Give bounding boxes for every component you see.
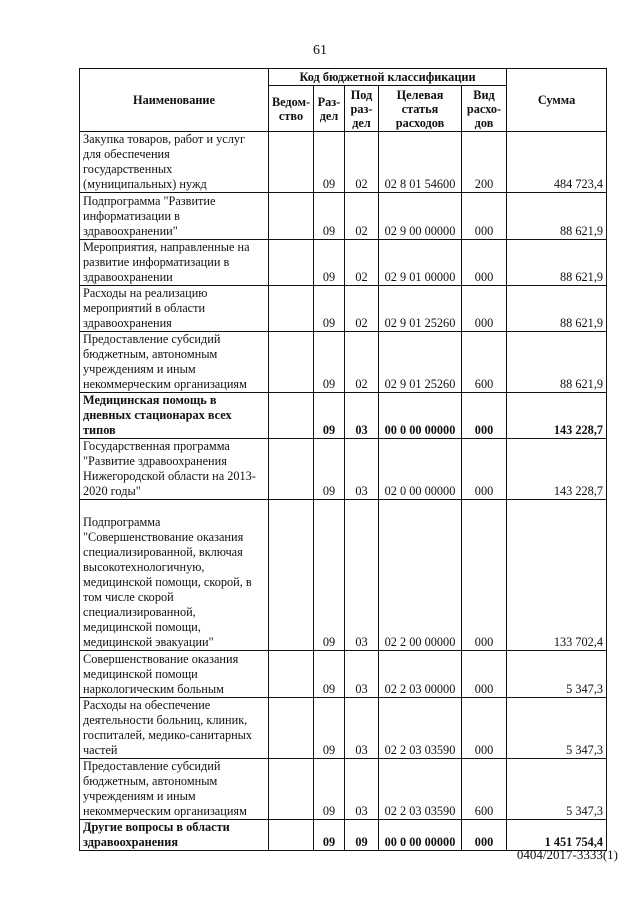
row-podrazdel: 03 <box>345 500 379 651</box>
row-razdel: 09 <box>314 193 345 240</box>
header-expense-type: Вид расхо- дов <box>462 86 507 132</box>
row-sum: 88 621,9 <box>507 193 607 240</box>
row-podrazdel: 03 <box>345 393 379 439</box>
table-header <box>80 69 607 132</box>
row-vedomstvo <box>269 820 314 851</box>
row-podrazdel: 02 <box>345 332 379 393</box>
row-name: Государственная программа "Развитие здравоохранения Нижегородской области на 2013- 2020 годы" <box>80 439 269 500</box>
row-target-article: 02 9 00 00000 <box>379 193 462 240</box>
row-name: Расходы на обеспечение деятельности больниц, клиник, госпиталей, медико-санитарных частей <box>80 698 269 759</box>
row-target-article: 02 2 00 00000 <box>379 500 462 651</box>
row-sum: 5 347,3 <box>507 651 607 698</box>
header-sum: Сумма <box>507 69 607 132</box>
row-sum: 5 347,3 <box>507 698 607 759</box>
row-name: Закупка товаров, работ и услуг для обеспечения государственных (муниципальных) нужд <box>80 132 269 193</box>
row-target-article: 02 2 03 00000 <box>379 651 462 698</box>
row-name: Медицинская помощь в дневных стационарах всех типов <box>80 393 269 439</box>
row-podrazdel: 03 <box>345 698 379 759</box>
row-razdel: 09 <box>314 698 345 759</box>
row-vedomstvo <box>269 286 314 332</box>
row-razdel: 09 <box>314 651 345 698</box>
page-number: 61 <box>313 43 327 58</box>
row-name: Другие вопросы в области здравоохранения <box>80 820 269 851</box>
row-vedomstvo <box>269 393 314 439</box>
row-name: Подпрограмма "Совершенствование оказания специализированной, включая высокотехнологичную, медицинской помощи, скорой, в том числе скорой специализированной, медицинской помощи, медицинской эвакуации" <box>80 500 269 651</box>
row-razdel: 09 <box>314 759 345 820</box>
row-target-article: 02 2 03 03590 <box>379 698 462 759</box>
document-code: 0404/2017-3333(1) <box>516 847 618 862</box>
header-podrazdel: Под раз- дел <box>345 86 379 132</box>
row-expense-type: 000 <box>462 193 507 240</box>
row-target-article: 02 0 00 00000 <box>379 439 462 500</box>
row-expense-type: 000 <box>462 698 507 759</box>
table-row <box>80 439 607 500</box>
row-name: Мероприятия, направленные на развитие информатизации в здравоохранении <box>80 240 269 286</box>
table-row <box>80 651 607 698</box>
row-expense-type: 600 <box>462 759 507 820</box>
header-classification-group: Код бюджетной классификации <box>269 69 507 86</box>
row-sum: 484 723,4 <box>507 132 607 193</box>
row-expense-type: 000 <box>462 393 507 439</box>
row-podrazdel: 02 <box>345 193 379 240</box>
row-podrazdel: 09 <box>345 820 379 851</box>
row-razdel: 09 <box>314 240 345 286</box>
row-expense-type: 000 <box>462 286 507 332</box>
header-name: Наименование <box>80 69 269 132</box>
row-podrazdel: 03 <box>345 439 379 500</box>
row-expense-type: 000 <box>462 500 507 651</box>
row-name: Совершенствование оказания медицинской помощи наркологическим больным <box>80 651 269 698</box>
row-razdel: 09 <box>314 500 345 651</box>
table-row <box>80 193 607 240</box>
table-row <box>80 500 607 651</box>
budget-table <box>79 68 607 851</box>
row-target-article: 02 9 01 00000 <box>379 240 462 286</box>
row-sum: 88 621,9 <box>507 240 607 286</box>
row-target-article: 00 0 00 00000 <box>379 820 462 851</box>
row-vedomstvo <box>269 132 314 193</box>
header-target-article: Целевая статья расходов <box>379 86 462 132</box>
row-name: Расходы на реализацию мероприятий в области здравоохранения <box>80 286 269 332</box>
row-sum: 143 228,7 <box>507 439 607 500</box>
row-sum: 133 702,4 <box>507 500 607 651</box>
table-body <box>80 132 607 851</box>
row-vedomstvo <box>269 698 314 759</box>
table-row <box>80 132 607 193</box>
row-podrazdel: 02 <box>345 240 379 286</box>
row-expense-type: 000 <box>462 439 507 500</box>
row-razdel: 09 <box>314 820 345 851</box>
row-expense-type: 600 <box>462 332 507 393</box>
row-vedomstvo <box>269 332 314 393</box>
row-name: Предоставление субсидий бюджетным, автономным учреждениям и иным некоммерческим организациям <box>80 332 269 393</box>
row-expense-type: 000 <box>462 820 507 851</box>
row-expense-type: 200 <box>462 132 507 193</box>
row-target-article: 02 9 01 25260 <box>379 332 462 393</box>
row-razdel: 09 <box>314 132 345 193</box>
row-vedomstvo <box>269 651 314 698</box>
row-razdel: 09 <box>314 332 345 393</box>
row-podrazdel: 03 <box>345 759 379 820</box>
row-sum: 143 228,7 <box>507 393 607 439</box>
table-row <box>80 332 607 393</box>
header-vedomstvo: Ведом- ство <box>269 86 314 132</box>
row-expense-type: 000 <box>462 651 507 698</box>
row-name: Предоставление субсидий бюджетным, автономным учреждениям и иным некоммерческим организациям <box>80 759 269 820</box>
table-row <box>80 759 607 820</box>
row-vedomstvo <box>269 439 314 500</box>
row-target-article: 02 2 03 03590 <box>379 759 462 820</box>
row-razdel: 09 <box>314 393 345 439</box>
row-target-article: 02 8 01 54600 <box>379 132 462 193</box>
row-sum: 88 621,9 <box>507 286 607 332</box>
row-target-article: 02 9 01 25260 <box>379 286 462 332</box>
row-sum: 88 621,9 <box>507 332 607 393</box>
row-sum: 1 451 754,4 <box>507 820 607 851</box>
row-vedomstvo <box>269 193 314 240</box>
table-row <box>80 286 607 332</box>
row-vedomstvo <box>269 240 314 286</box>
table-row <box>80 240 607 286</box>
row-target-article: 00 0 00 00000 <box>379 393 462 439</box>
table-row <box>80 820 607 851</box>
row-razdel: 09 <box>314 286 345 332</box>
row-razdel: 09 <box>314 439 345 500</box>
row-podrazdel: 02 <box>345 132 379 193</box>
row-podrazdel: 02 <box>345 286 379 332</box>
row-sum: 5 347,3 <box>507 759 607 820</box>
row-podrazdel: 03 <box>345 651 379 698</box>
table-row <box>80 393 607 439</box>
table-row <box>80 698 607 759</box>
row-vedomstvo <box>269 759 314 820</box>
header-razdel: Раз- дел <box>314 86 345 132</box>
row-name: Подпрограмма "Развитие информатизации в здравоохранении" <box>80 193 269 240</box>
row-vedomstvo <box>269 500 314 651</box>
row-expense-type: 000 <box>462 240 507 286</box>
